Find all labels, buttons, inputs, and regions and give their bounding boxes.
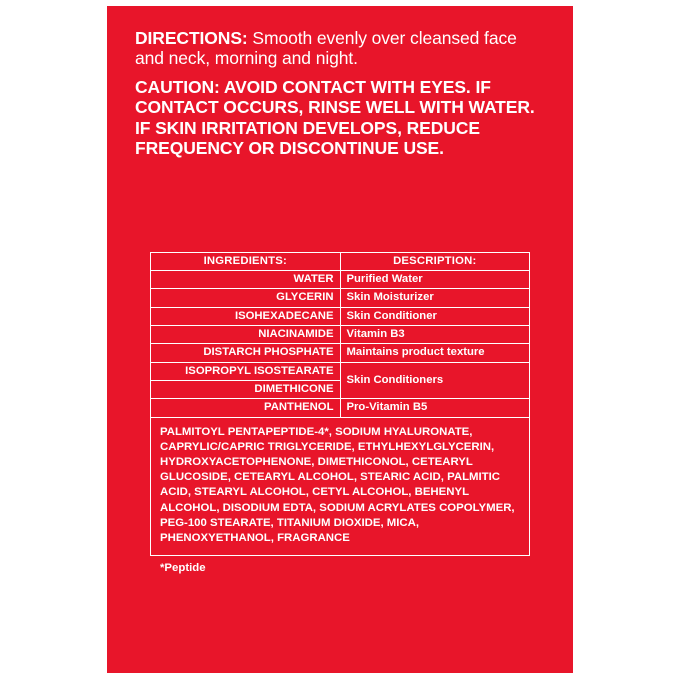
label-content [107,6,573,673]
ingredient-description: Skin Conditioner [340,307,530,325]
directions-text: Smooth evenly over cleansed face and neck, morning and night. [135,28,517,69]
label-panel [107,6,573,673]
ingredient-name: NIACINAMIDE [151,326,341,344]
ingredient-description: Pro-Vitamin B5 [340,399,530,417]
footnote: *Peptide [160,562,206,575]
ingredient-name: DIMETHICONE [151,381,341,399]
ingredient-name: ISOPROPYL ISOSTEARATE [151,362,341,380]
directions-paragraph [135,28,545,69]
ingredient-description: Skin Moisturizer [340,289,530,307]
caution-text: AVOID CONTACT WITH EYES. IF CONTACT OCCURS, RINSE WELL WITH WATER. IF SKIN IRRITATION DEVELOPS, REDUCE FREQUENCY OR DISCONTINUE USE. [135,76,535,159]
ingredients-table-body [151,271,530,418]
directions-label: DIRECTIONS: [135,28,248,48]
table-header-row [151,252,530,270]
ingredient-description: Maintains product texture [340,344,530,362]
layout-spacer [135,164,545,252]
ingredient-description-merged: Skin Conditioners [340,362,530,399]
ingredient-name: GLYCERIN [151,289,341,307]
header-description: DESCRIPTION: [340,252,530,270]
ingredient-name: PANTHENOL [151,399,341,417]
header-ingredients: INGREDIENTS: [151,252,341,270]
table-row [151,271,530,289]
ingredient-name: ISOHEXADECANE [151,307,341,325]
ingredients-table-head [151,252,530,270]
table-row [151,362,530,380]
table-row [151,307,530,325]
table-row [151,289,530,307]
table-row [151,399,530,417]
table-row [151,326,530,344]
ingredient-description: Purified Water [340,271,530,289]
caution-paragraph [135,77,545,159]
ingredient-description: Vitamin B3 [340,326,530,344]
ingredients-table [150,252,530,418]
ingredient-name: DISTARCH PHOSPHATE [151,344,341,362]
ingredient-name: WATER [151,271,341,289]
table-row [151,344,530,362]
caution-label: CAUTION: [135,76,220,97]
full-ingredient-list: PALMITOYL PENTAPEPTIDE-4*, SODIUM HYALURONATE, CAPRYLIC/CAPRIC TRIGLYCERIDE, ETHYLHEXYLGLYCERIN, HYDROXYACETOPHENONE, DIMETHICONOL, CETEARYL GLUCOSIDE, CETEARYL ALCOHOL, STEARIC ACID, PALMITIC ACID, STEARYL ALCOHOL, CETYL ALCOHOL, BEHENYL ALCOHOL, DISODIUM EDTA, SODIUM ACRYLATES COPOLYMER, PEG-100 STEARATE, TITANIUM DIOXIDE, MICA, PHENOXYETHANOL, FRAGRANCE [150,418,530,556]
